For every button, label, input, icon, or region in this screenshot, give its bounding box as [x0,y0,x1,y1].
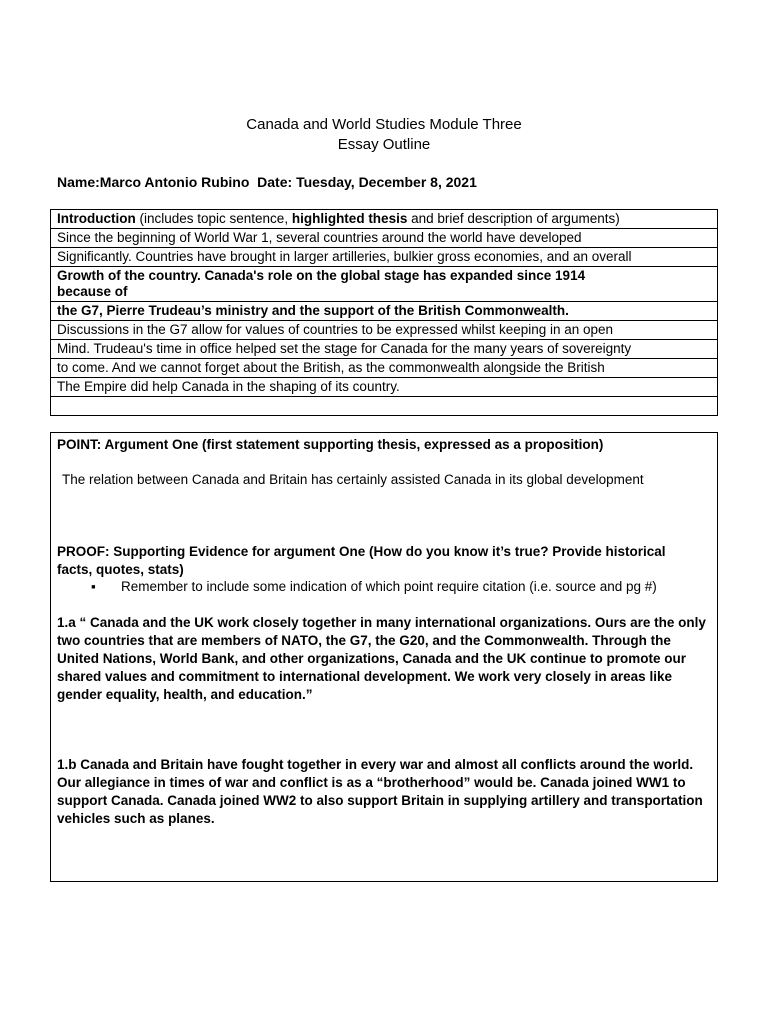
name-date-line [57,174,477,190]
introduction-table [50,209,718,416]
name-label: Name: [57,174,100,190]
point-heading: POINT: Argument One (first statement supporting thesis, expressed as a proposition) [57,437,604,452]
intro-row: Mind. Trudeau's time in office helped set the stage for Canada for the many years of sovereignty [51,340,718,359]
evidence-1a: 1.a “ Canada and the UK work closely together in many international organizations. Ours are the only two countries that are members of NATO, the G7, the G20, and the Commonwealth. Through the United Nations, World Bank, and other organizations, Canada and the UK continue to promote our shared values and commitment to international development. We work very closely in areas like gender equality, health, and education.” [57,615,706,702]
citation-reminder-text: Remember to include some indication of which point require citation (i.e. source and pg #) [121,579,657,594]
intro-row: The Empire did help Canada in the shaping of its country. [51,378,718,397]
intro-row: to come. And we cannot forget about the British, as the commonwealth alongside the British [51,359,718,378]
intro-heading-text: (includes topic sentence, [135,211,292,226]
argument-one-box [50,432,718,882]
proof-heading: PROOF: Supporting Evidence for argument One (How do you know it’s true? Provide historical facts, quotes, stats) [57,544,666,577]
argument-statement: The relation between Canada and Britain has certainly assisted Canada in its global development [62,472,644,487]
thesis-line: because of [57,284,128,299]
bullet-icon: ▪ [91,579,96,594]
intro-heading-cell [51,210,718,229]
intro-row: Significantly. Countries have brought in larger artilleries, bulkier gross economies, and an overall [51,248,718,267]
date-value: Tuesday, December 8, 2021 [296,174,477,190]
intro-heading-label: Introduction [57,211,136,226]
intro-heading-highlight: highlighted thesis [291,211,408,226]
evidence-1b: 1.b Canada and Britain have fought together in every war and almost all conflicts around the world. Our allegiance in times of war and conflict is as a “brotherhood” would be. Canada joined WW1 to support Canada. Canada joined WW2 to also support Britain in supplying artillery and transportation vehicles such as planes. [57,757,703,826]
intro-row: Discussions in the G7 allow for values of countries to be expressed whilst keeping in an open [51,321,718,340]
intro-heading-text-end: and brief description of arguments) [407,211,620,226]
thesis-line: the G7, Pierre Trudeau’s ministry and the support of the British Commonwealth. [51,302,718,321]
document-subtitle: Essay Outline [337,136,431,153]
document-title: Canada and World Studies Module Three [246,116,522,133]
date-label: Date: [257,174,293,190]
intro-row-empty [51,397,718,416]
thesis-cell [51,267,718,302]
intro-row: Since the beginning of World War 1, several countries around the world have developed [51,229,718,248]
thesis-line: Growth of the country. Canada's role on the global stage has expanded since 1914 [57,268,586,283]
name-value: Marco Antonio Rubino [99,174,250,190]
citation-reminder [91,578,657,596]
